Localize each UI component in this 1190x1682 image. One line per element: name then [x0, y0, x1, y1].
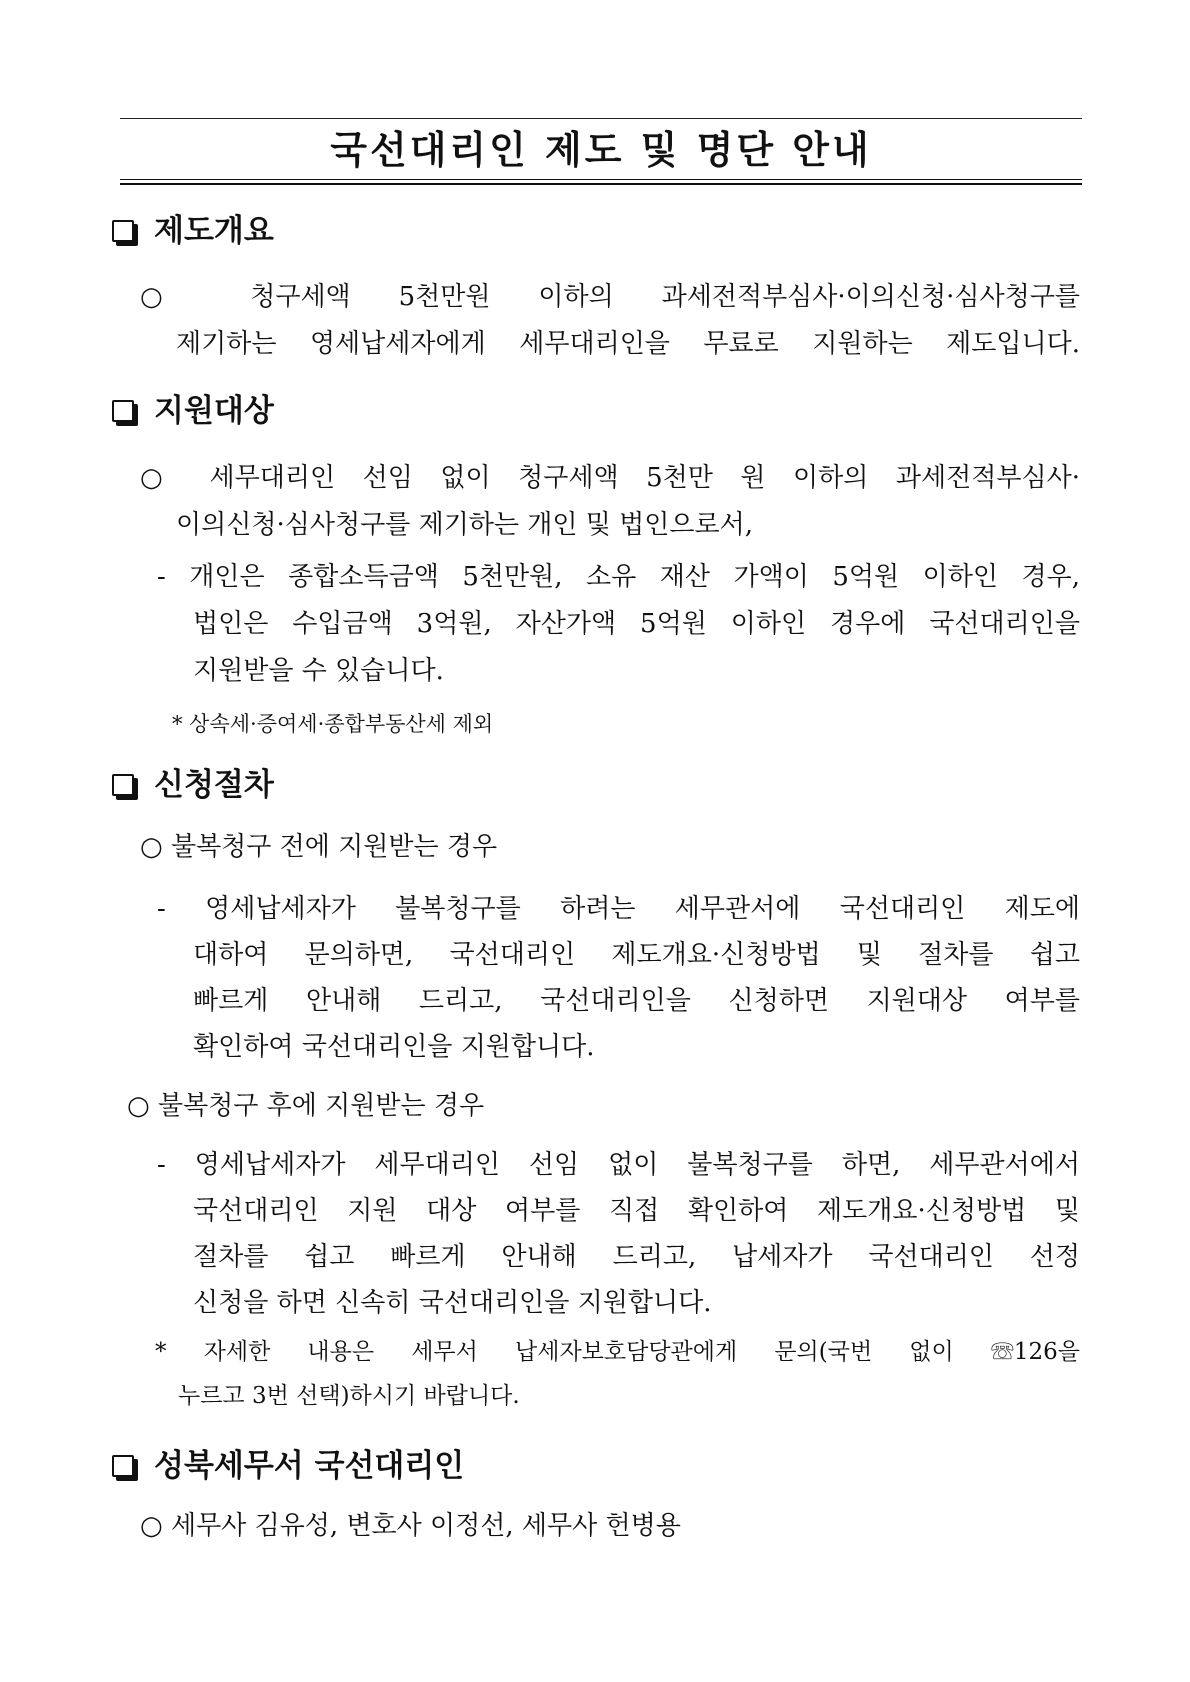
footnote-line: 누르고 3번 선택)하시기 바랍니다. [178, 1383, 520, 1409]
text-line: - 개인은 종합소득금액 5천만원, 소유 재산 가액이 5억원 이하인 경우, [157, 562, 1080, 592]
title-bottom-rule [120, 179, 1082, 185]
text-line: ○ 청구세액 5천만원 이하의 과세전적부심사·이의신청·심사청구를 [140, 282, 1080, 312]
text-line: ○ 세무사 김유성, 변호사 이정선, 세무사 헌병용 [140, 1511, 681, 1541]
title-top-rule [120, 118, 1082, 119]
footnote-line: * 자세한 내용은 세무서 납세자보호담당관에게 문의(국번 없이 ☏126을 [155, 1339, 1080, 1365]
text-line: - 영세납세자가 불복청구를 하려는 세무관서에 국선대리인 제도에 [157, 894, 1080, 924]
section-heading-overview [112, 213, 274, 249]
section-title: 제도개요 [154, 213, 274, 249]
text-line: ○ 세무대리인 선임 없이 청구세액 5천만 원 이하의 과세전적부심사· [140, 463, 1080, 493]
text-line: 법인은 수입금액 3억원, 자산가액 5억원 이하인 경우에 국선대리인을 [193, 609, 1080, 639]
checkbox-bullet-icon [112, 774, 134, 796]
checkbox-bullet-icon [112, 1455, 134, 1477]
section-heading-procedure [112, 767, 274, 803]
checkbox-bullet-icon [112, 220, 134, 242]
text-line: 이의신청·심사청구를 제기하는 개인 및 법인으로서, [176, 510, 754, 540]
section-title: 지원대상 [154, 393, 274, 429]
text-line: 지원받을 수 있습니다. [193, 656, 444, 686]
section-heading-eligibility [112, 393, 274, 429]
text-line: 빠르게 안내해 드리고, 국선대리인을 신청하면 지원대상 여부를 [193, 986, 1080, 1016]
section-title: 신청절차 [154, 767, 274, 803]
section-title: 성북세무서 국선대리인 [154, 1448, 465, 1484]
footnote-line: * 상속세·증여세·종합부동산세 제외 [172, 712, 494, 736]
section-heading-seongbuk-agents [112, 1448, 464, 1484]
text-line: 신청을 하면 신속히 국선대리인을 지원합니다. [193, 1288, 712, 1318]
text-line: 절차를 쉽고 빠르게 안내해 드리고, 납세자가 국선대리인 선정 [193, 1242, 1080, 1272]
text-line: 국선대리인 지원 대상 여부를 직접 확인하여 제도개요·신청방법 및 [193, 1196, 1080, 1226]
checkbox-bullet-icon [112, 400, 134, 422]
title-block [120, 118, 1082, 185]
text-line: 대하여 문의하면, 국선대리인 제도개요·신청방법 및 절차를 쉽고 [193, 940, 1080, 970]
text-line: ○ 불복청구 전에 지원받는 경우 [140, 832, 498, 862]
page-title: 국선대리인 제도 및 명단 안내 [330, 128, 872, 172]
text-line: 확인하여 국선대리인을 지원합니다. [193, 1032, 595, 1062]
text-line: - 영세납세자가 세무대리인 선임 없이 불복청구를 하면, 세무관서에서 [157, 1150, 1080, 1180]
text-line: ○ 불복청구 후에 지원받는 경우 [127, 1091, 485, 1121]
text-line: 제기하는 영세납세자에게 세무대리인을 무료로 지원하는 제도입니다. [176, 329, 1080, 359]
